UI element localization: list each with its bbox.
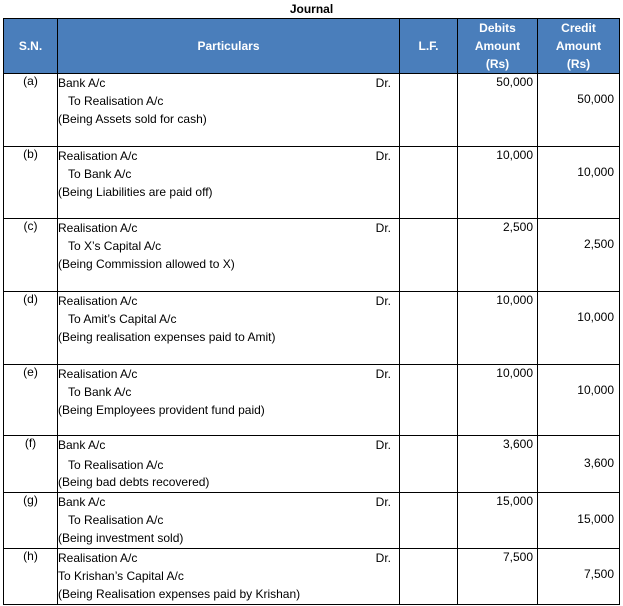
header-debit-line2: Amount: [474, 39, 521, 53]
header-lf: L.F.: [400, 19, 458, 74]
credit-account: To Bank A/c: [68, 385, 132, 399]
journal-entry-c: [4, 219, 620, 292]
narration: (Being Employees provident fund paid): [58, 403, 265, 417]
header-debit-line3: (Rs): [485, 57, 510, 71]
entry-particulars: [58, 147, 400, 219]
entry-lf: [400, 74, 458, 147]
credit-account: To Amit’s Capital A/c: [68, 312, 177, 326]
credit-account: To Realisation A/c: [68, 513, 164, 527]
entry-debit-cell: [458, 365, 538, 436]
entry-credit-cell: [538, 292, 620, 365]
credit-amount: 3,600: [583, 456, 614, 470]
entry-debit-cell: [458, 493, 538, 549]
entry-credit-cell: [538, 493, 620, 549]
narration: (Being Liabilities are paid off): [58, 185, 213, 199]
header-row: [4, 19, 620, 74]
entry-debit-cell: [458, 147, 538, 219]
header-debit-line1: Debits: [479, 21, 516, 35]
entry-particulars: [58, 74, 400, 147]
entry-sn: (f): [4, 436, 58, 493]
debit-account: Realisation A/c: [58, 551, 138, 565]
credit-account: To X’s Capital A/c: [68, 239, 162, 253]
narration: (Being Assets sold for cash): [58, 112, 207, 126]
header-credit-line1: Credit: [561, 21, 596, 35]
dr-label: Dr.: [375, 294, 391, 308]
entry-particulars: [58, 292, 400, 365]
entry-lf: [400, 549, 458, 605]
entry-sn: (a): [4, 74, 58, 147]
narration: (Being Realisation expenses paid by Krishan): [58, 587, 301, 601]
journal-entry-b: [4, 147, 620, 219]
journal-entry-f: [4, 436, 620, 493]
credit-amount: 10,000: [577, 310, 614, 324]
debit-amount: 2,500: [502, 220, 533, 234]
narration: (Being realisation expenses paid to Amit): [58, 330, 276, 344]
debit-amount: 15,000: [496, 494, 533, 508]
entry-credit-cell: [538, 219, 620, 292]
header-credit-amount: [538, 19, 620, 74]
entry-debit-cell: [458, 74, 538, 147]
debit-account: Realisation A/c: [58, 294, 138, 308]
credit-account: To Bank A/c: [68, 167, 132, 181]
journal-entry-g: [4, 493, 620, 549]
debit-account: Realisation A/c: [58, 149, 138, 163]
credit-account: To Krishan’s Capital A/c: [58, 569, 184, 583]
debit-amount: 7,500: [502, 550, 533, 564]
header-particulars: Particulars: [58, 19, 400, 74]
entry-lf: [400, 292, 458, 365]
entry-sn: (g): [4, 493, 58, 549]
header-sn: S.N.: [4, 19, 58, 74]
entry-debit-cell: [458, 436, 538, 493]
header-credit-line3: (Rs): [566, 57, 591, 71]
entry-particulars: [58, 493, 400, 549]
credit-amount: 7,500: [583, 567, 614, 581]
entry-lf: [400, 493, 458, 549]
entry-lf: [400, 219, 458, 292]
entry-particulars: [58, 365, 400, 436]
entry-particulars: [58, 549, 400, 605]
debit-amount: 10,000: [496, 148, 533, 162]
debit-amount: 10,000: [496, 293, 533, 307]
entry-particulars: [58, 436, 400, 493]
entry-lf: [400, 436, 458, 493]
dr-label: Dr.: [375, 367, 391, 381]
dr-label: Dr.: [375, 221, 391, 235]
header-credit-line2: Amount: [555, 39, 602, 53]
debit-amount: 3,600: [502, 437, 533, 451]
debit-account: Bank A/c: [58, 76, 106, 90]
debit-amount: 10,000: [496, 366, 533, 380]
entry-particulars: [58, 219, 400, 292]
entry-sn: (e): [4, 365, 58, 436]
entry-debit-cell: [458, 549, 538, 605]
entry-sn: (c): [4, 219, 58, 292]
credit-amount: 2,500: [583, 237, 614, 251]
credit-amount: 50,000: [577, 92, 614, 106]
dr-label: Dr.: [375, 76, 391, 90]
entry-sn: (b): [4, 147, 58, 219]
credit-amount: 10,000: [577, 383, 614, 397]
entry-sn: (h): [4, 549, 58, 605]
debit-account: Bank A/c: [58, 495, 106, 509]
credit-account: To Realisation A/c: [68, 458, 164, 472]
narration: (Being bad debts recovered): [58, 475, 210, 489]
entry-sn: (d): [4, 292, 58, 365]
dr-label: Dr.: [375, 438, 391, 452]
debit-account: Bank A/c: [58, 438, 106, 452]
entry-credit-cell: [538, 549, 620, 605]
entry-credit-cell: [538, 365, 620, 436]
narration: (Being Commission allowed to X): [58, 257, 235, 271]
dr-label: Dr.: [375, 551, 391, 565]
dr-label: Dr.: [375, 149, 391, 163]
entry-debit-cell: [458, 219, 538, 292]
journal-entry-d: [4, 292, 620, 365]
credit-amount: 10,000: [577, 165, 614, 179]
entry-lf: [400, 365, 458, 436]
entry-credit-cell: [538, 74, 620, 147]
credit-account: To Realisation A/c: [68, 94, 164, 108]
debit-account: Realisation A/c: [58, 367, 138, 381]
entry-credit-cell: [538, 436, 620, 493]
credit-amount: 15,000: [577, 512, 614, 526]
header-debit-amount: [458, 19, 538, 74]
narration: (Being investment sold): [58, 531, 184, 545]
page-title: Journal: [289, 2, 334, 16]
journal-entry-h: [4, 549, 620, 605]
debit-account: Realisation A/c: [58, 221, 138, 235]
entry-debit-cell: [458, 292, 538, 365]
debit-amount: 50,000: [496, 75, 533, 89]
entry-lf: [400, 147, 458, 219]
entry-credit-cell: [538, 147, 620, 219]
journal-entry-e: [4, 365, 620, 436]
journal-table: [3, 18, 620, 605]
dr-label: Dr.: [375, 495, 391, 509]
journal-entry-a: [4, 74, 620, 147]
